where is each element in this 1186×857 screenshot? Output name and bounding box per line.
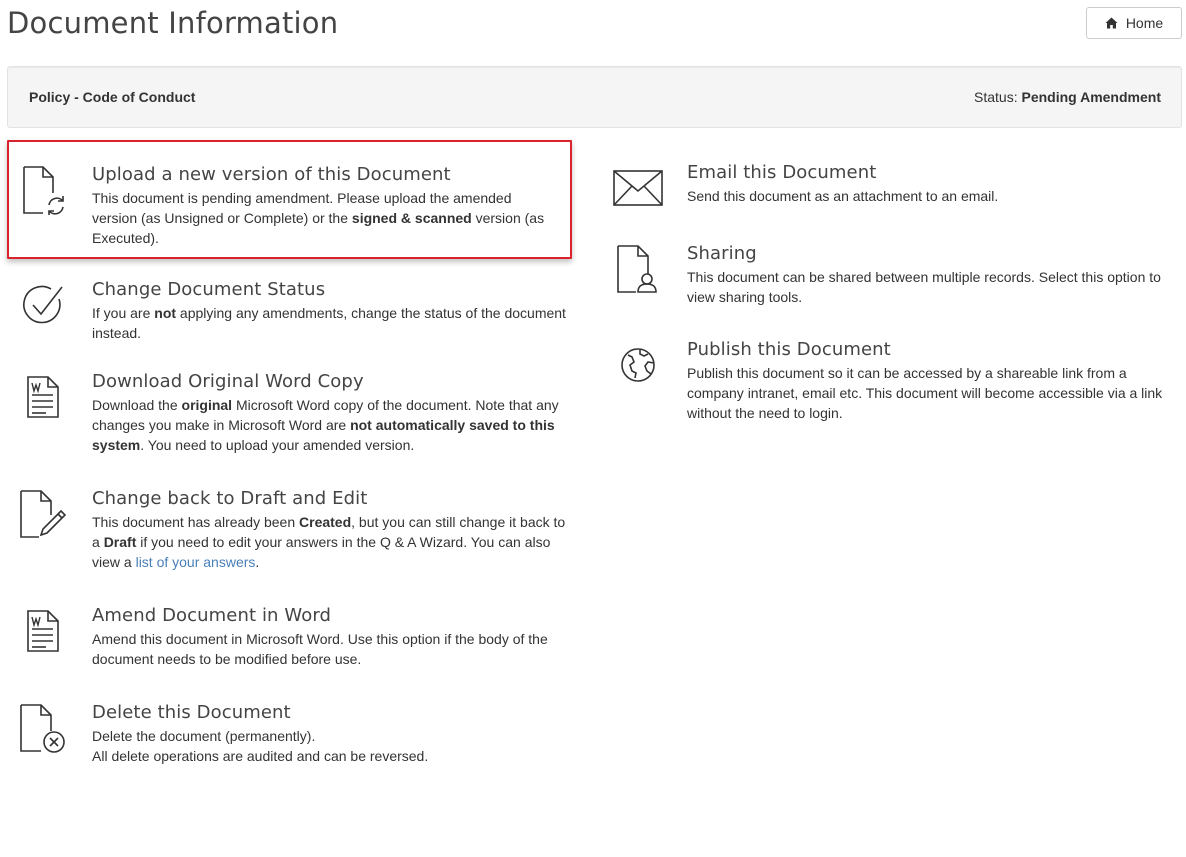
list-of-answers-link[interactable]: list of your answers [135,554,256,570]
action-title: Publish this Document [687,339,891,360]
action-title: Delete this Document [92,702,291,723]
action-description: Download the original Microsoft Word copy of the document. Note that any changes you make in Microsoft Word are not automatically saved to this system. You need to upload your amended version. [92,397,559,453]
word-document-icon [17,605,69,657]
home-button-label: Home [1125,15,1164,31]
envelope-icon [612,162,664,214]
document-status [974,89,1161,105]
action-title: Download Original Word Copy [92,371,364,392]
checkmark-circle-icon [17,279,69,331]
home-icon [1105,17,1118,29]
word-document-icon [17,371,69,423]
share-document-icon [612,243,664,295]
action-description: This document can be shared between multiple records. Select this option to view sharing tools. [687,269,1161,305]
delete-document-icon [17,702,69,754]
page-title: Document Information [7,6,339,40]
edit-document-icon [17,488,69,540]
amend-in-word-action[interactable] [7,605,572,669]
globe-icon [612,339,664,391]
home-button[interactable] [1086,7,1182,39]
status-label: Status: [974,89,1018,105]
change-to-draft-action[interactable] [7,488,572,572]
action-title: Upload a new version of this Document [92,164,451,185]
upload-document-icon [17,164,69,216]
right-actions-column [612,162,1172,423]
left-actions-column [7,140,572,766]
document-header-panel [7,66,1182,128]
sharing-action[interactable] [612,243,1172,307]
upload-new-version-action[interactable] [7,140,572,259]
action-title: Email this Document [687,162,877,183]
delete-document-action[interactable] [7,702,572,766]
action-description: Send this document as an attachment to an email. [687,188,999,204]
document-name: Policy - Code of Conduct [29,89,196,105]
action-title: Amend Document in Word [92,605,332,626]
action-description: Publish this document so it can be accessed by a shareable link from a company intranet, email etc. This document will become accessible via a link without the need to login. [687,365,1163,421]
download-original-word-action[interactable] [7,371,572,455]
action-description: This document is pending amendment. Please upload the amended version (as Unsigned or Complete) or the signed & scanned version (as Executed). [92,190,545,246]
change-document-status-action[interactable] [7,279,572,343]
action-description: Amend this document in Microsoft Word. Use this option if the body of the document needs to be modified before use. [92,631,548,667]
action-title: Change Document Status [92,279,326,300]
action-title: Sharing [687,243,757,264]
action-title: Change back to Draft and Edit [92,488,368,509]
publish-document-action[interactable] [612,339,1172,423]
status-value: Pending Amendment [1021,89,1161,105]
email-document-action[interactable] [612,162,1172,214]
action-description: This document has already been Created, but you can still change it back to a Draft if you need to edit your answers in the Q & A Wizard. You can also view a list of your answers. [92,514,566,570]
action-description: Delete the document (permanently). All delete operations are audited and can be reversed. [92,728,429,764]
action-description: If you are not applying any amendments, change the status of the document instead. [92,305,566,341]
